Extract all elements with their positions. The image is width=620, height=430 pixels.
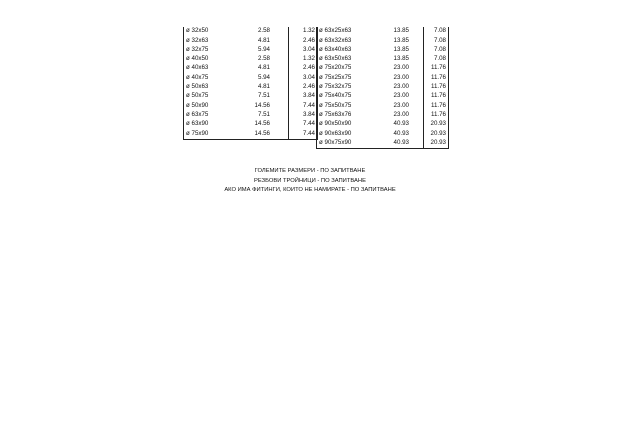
table-row: [317, 73, 449, 82]
notes-block: [0, 167, 620, 196]
size-cell: ø 32x75: [184, 46, 231, 55]
price-cell: 23.00: [393, 101, 409, 109]
size-cell: ø 63x40x63: [317, 46, 368, 55]
price-cell: 5.94: [257, 45, 270, 53]
price-cell: 40.93: [393, 129, 409, 137]
table-row: [317, 92, 449, 101]
discount-price-cell: 2.46: [289, 36, 318, 45]
size-cell: ø 63x32x63: [317, 36, 368, 45]
discount-price-cell: 3.04: [289, 73, 318, 82]
size-cell: ø 75x32x75: [317, 83, 368, 92]
table-row: [184, 111, 318, 120]
table-row: [184, 73, 318, 82]
right-table-body: [317, 27, 449, 148]
discount-price-cell: 11.76: [424, 83, 449, 92]
table-row: [317, 36, 449, 45]
table-row: [317, 83, 449, 92]
table-row: [184, 27, 318, 36]
table-row: [317, 64, 449, 73]
table-row: [184, 36, 318, 45]
size-cell: ø 50x90: [184, 101, 231, 110]
table-row: [184, 64, 318, 73]
discount-price-cell: 7.44: [289, 120, 318, 129]
table-row: [317, 101, 449, 110]
discount-price-cell: 11.76: [424, 73, 449, 82]
size-cell: ø 75x20x75: [317, 64, 368, 73]
price-cell: 13.85: [393, 27, 409, 35]
table-row: [317, 129, 449, 138]
table-row: [317, 120, 449, 129]
table-row: [184, 46, 318, 55]
table-row: [184, 120, 318, 129]
price-cell: 4.81: [257, 83, 270, 91]
discount-price-cell: 20.93: [424, 129, 449, 138]
size-cell: ø 40x50: [184, 55, 231, 64]
price-cell: 13.85: [393, 55, 409, 63]
size-cell: ø 50x75: [184, 92, 231, 101]
price-cell: 7.51: [257, 92, 270, 100]
price-cell: 5.94: [257, 73, 270, 81]
size-cell: ø 90x75x90: [317, 139, 368, 149]
table-row: [317, 46, 449, 55]
price-cell: 14.56: [254, 120, 270, 128]
price-cell: 14.56: [254, 101, 270, 109]
price-cell: 7.51: [257, 110, 270, 118]
table-row: [317, 55, 449, 64]
size-cell: ø 75x90: [184, 129, 231, 139]
discount-price-cell: 7.44: [289, 101, 318, 110]
table-row: [317, 111, 449, 120]
price-cell: 23.00: [393, 92, 409, 100]
table-row: [184, 55, 318, 64]
size-cell: ø 63x25x63: [317, 27, 368, 36]
price-cell: 23.00: [393, 73, 409, 81]
discount-price-cell: 7.08: [424, 36, 449, 45]
size-cell: ø 90x63x90: [317, 129, 368, 138]
right-price-table: [316, 27, 449, 149]
discount-price-cell: 2.46: [289, 83, 318, 92]
discount-price-cell: 1.32: [289, 27, 318, 36]
note-large-sizes: ГОЛЕМИТЕ РАЗМЕРИ - ПО ЗАПИТВАНЕ: [254, 168, 366, 174]
table-row: [317, 139, 449, 149]
price-cell: 2.58: [257, 27, 270, 35]
size-cell: ø 75x40x75: [317, 92, 368, 101]
discount-price-cell: 3.84: [289, 92, 318, 101]
discount-price-cell: 11.76: [424, 64, 449, 73]
discount-price-cell: 7.44: [289, 129, 318, 139]
discount-price-cell: 11.76: [424, 101, 449, 110]
size-cell: ø 63x90: [184, 120, 231, 129]
discount-price-cell: 7.08: [424, 46, 449, 55]
price-cell: 13.85: [393, 45, 409, 53]
size-cell: ø 63x50x63: [317, 55, 368, 64]
table-row: [184, 83, 318, 92]
table-row: [184, 101, 318, 110]
discount-price-cell: 3.84: [289, 111, 318, 120]
discount-price-cell: 3.04: [289, 46, 318, 55]
discount-price-cell: 7.08: [424, 27, 449, 36]
discount-price-cell: 20.93: [424, 139, 449, 149]
left-table-body: [184, 27, 318, 139]
price-cell: 4.81: [257, 64, 270, 72]
price-cell: 23.00: [393, 110, 409, 118]
discount-price-cell: 11.76: [424, 111, 449, 120]
size-cell: ø 32x50: [184, 27, 231, 36]
table-row: [184, 129, 318, 139]
table-row: [317, 27, 449, 36]
left-price-table: [183, 27, 318, 140]
discount-price-cell: 20.93: [424, 120, 449, 129]
discount-price-cell: 2.46: [289, 64, 318, 73]
size-cell: ø 75x25x75: [317, 73, 368, 82]
size-cell: ø 32x63: [184, 36, 231, 45]
size-cell: ø 40x75: [184, 73, 231, 82]
price-cell: 40.93: [367, 139, 424, 149]
price-cell: 40.93: [393, 120, 409, 128]
size-cell: ø 75x50x75: [317, 101, 368, 110]
size-cell: ø 75x63x76: [317, 111, 368, 120]
discount-price-cell: 1.32: [289, 55, 318, 64]
note-threaded-tees: РЕЗБОВИ ТРОЙНИЦИ - ПО ЗАПИТВАНЕ: [254, 177, 366, 184]
price-cell: 2.58: [257, 55, 270, 63]
price-cell: 4.81: [257, 36, 270, 44]
discount-price-cell: 11.76: [424, 92, 449, 101]
price-cell: 14.56: [230, 129, 289, 139]
table-row: [184, 92, 318, 101]
price-cell: 23.00: [393, 83, 409, 91]
discount-price-cell: 7.08: [424, 55, 449, 64]
note-missing-fittings: АКО ИМА ФИТИНГИ, КОИТО НЕ НАМИРАТЕ - ПО ЗАПИТВАНЕ: [224, 187, 396, 193]
size-cell: ø 50x63: [184, 83, 231, 92]
size-cell: ø 40x63: [184, 64, 231, 73]
size-cell: ø 90x50x90: [317, 120, 368, 129]
size-cell: ø 63x75: [184, 111, 231, 120]
price-cell: 13.85: [393, 36, 409, 44]
price-cell: 23.00: [393, 64, 409, 72]
